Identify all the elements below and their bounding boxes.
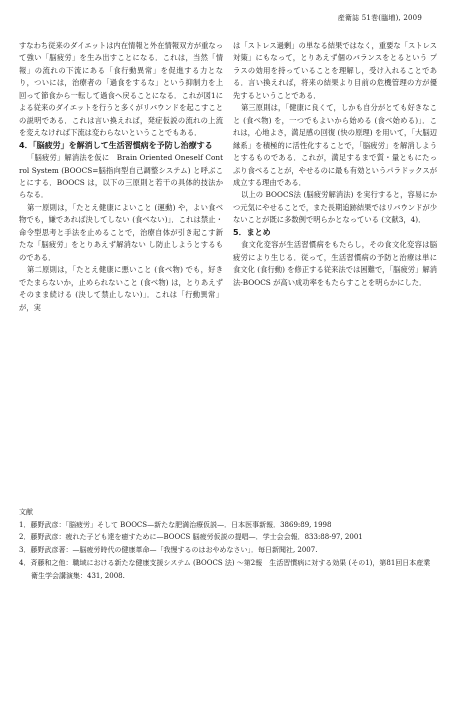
paragraph: 食文化変容が生活習慣病をもたらし，その食文化変容は脳疲労により生じる．従って，生活習慣病の予防と治療は単に食文化 (食行動) を修正する従来法では困難で，「脳疲労」解消法-BOOCS が高い成功率をもたらすことを明らかにした．	[233, 240, 437, 287]
references-section	[19, 506, 437, 582]
left-column	[19, 40, 223, 314]
paragraph: 第二原則は，「たとえ健康に悪いこと (食べ物) でも，好きでたまらないか，止められないこと (食べ物) は，とりあえずそのまま続ける (決して禁止しない)」．これは「行動異常」が，実	[19, 265, 223, 312]
body-columns	[19, 40, 437, 314]
reference-item: 4．斉藤和之他：職域における新たな健康支援システム (BOOCS 法) ～第2報 生活習慣病に対する効果 (その1)，第81回日本産業衛生学会講演集：431, 2008.	[19, 558, 431, 580]
paragraph: 以上の BOOCS法 (脳疲労解消法) を実行すると，容易にかつ元気にやせることで，また長期追跡結果ではリバウンドが少ないことが既に多数例で明らかとなっている (文献3，4)．	[233, 190, 437, 225]
running-header: 産衛誌 51巻(臨増), 2009	[337, 14, 422, 22]
reference-item: 3．藤野武彦著：—脳疲労時代の健康革命—「我慢するのはおやめなさい」．毎日新聞社, 2007.	[19, 546, 318, 555]
section-heading: 5．まとめ	[233, 227, 271, 237]
right-column	[233, 40, 437, 314]
paragraph: は「ストレス過剰」の単なる結果ではなく，重要な「ストレス対策」にもなって，とりあえず個のバランスをとるという プラスの効用を持っていることを理解し，受け入れることである．言い換えれば，将来の結果より目前の危機管理の方が優先するということである．	[233, 41, 437, 100]
references-title: 文献	[19, 508, 33, 516]
reference-item: 1．藤野武彦：「脳疲労」そして BOOCS—新たな肥満治療仮説—．日本医事新報．3869:89, 1998	[19, 520, 332, 529]
section-heading: 4．「脳疲労」を解消して生活習慣病を予防し治療する	[19, 140, 213, 150]
paragraph: 「脳疲労」解消法を仮に Brain Oriented Oneself Control System (BOOCS=脳指向型自己調整システム) と呼ぶことにする．BOOCS は，以下の三原則と若干の具体的技法からなる．	[19, 153, 223, 200]
paragraph: 第一原則は，「たとえ健康によいこと (運動) や，よい食べ物でも，嫌であれば決してしない (食べない)」．これは禁止・命令型思考と手法を止めることで，治療自体が引き起こす新たな「脳疲労」をとりあえず解消ない し防止しようとするものである．	[19, 202, 223, 262]
references-list	[19, 519, 437, 583]
reference-item: 2．藤野武彦：疲れた子ども達を癒すために—BOOCS 脳疲労仮説の提唱—．学士会会報．833:88-97, 2001	[19, 533, 363, 542]
paragraph: すなわち従来のダイエットは内在情報と外在情報双方が重なって強い「脳疲労」を生み出すことになる．これは，当然「情報」の流れの下流にある「食行動異常」を促進する力となり，ついには，治療者の「過食をするな」という抑制力を上回って節食から一転して過食へ戻ることになる．これが図1による従来のダイエットを行うと多くがリバウンドを起こすことの説明である．これは言い換えれば，発症仮説の流れの上流を変えなければ下流は変わらないということでもある．	[19, 41, 223, 138]
paragraph: 第三原則は，「健康に良くて，しかも自分がとても好きなこと (食べ物) を，一つでもよいから始める (食べ始める)」．これは，心地よさ，満足感の回復 (快の原理) を用いて，「大脳辺縁系」を積極的に活性化することで，「脳疲労」を解消しようとするものである．これが，満足するまで質・量ともにたっぷり食べることが，やせるのに最も有効というパラドックスが成立する理由である．	[233, 103, 437, 187]
